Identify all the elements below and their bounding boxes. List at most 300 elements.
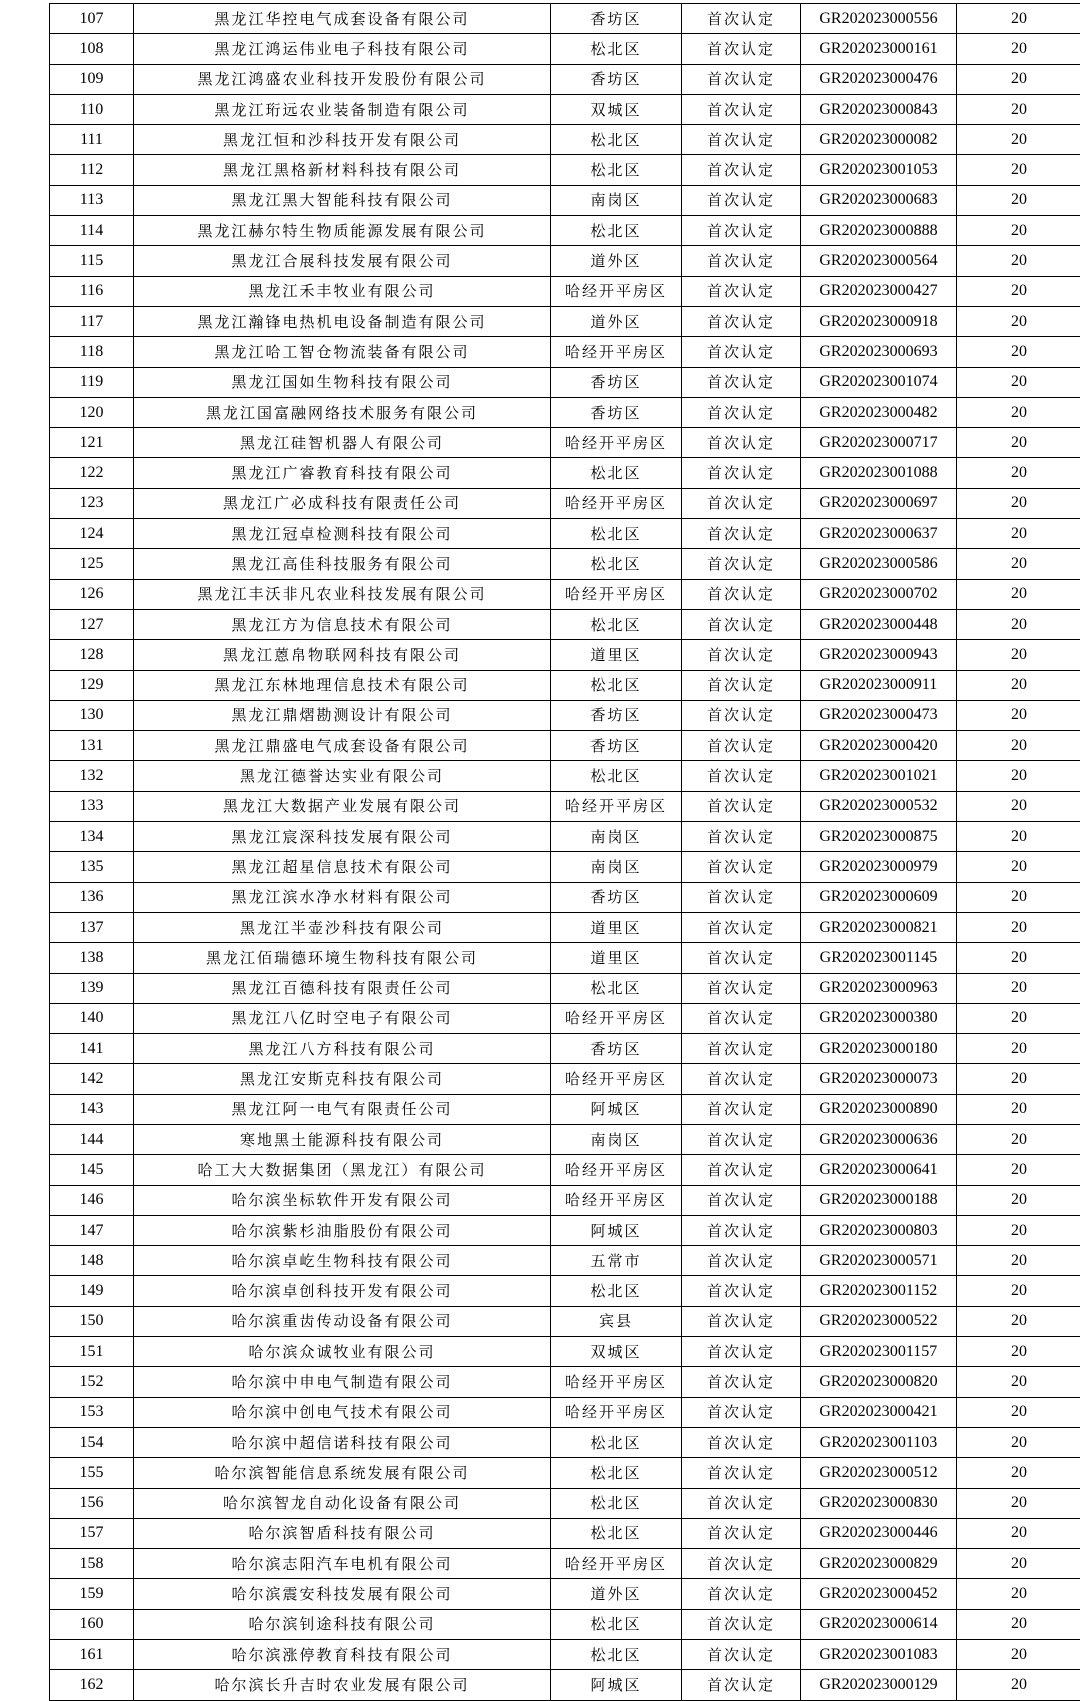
score: 20 [957, 1306, 1080, 1336]
certificate-number: GR202023000875 [801, 822, 957, 852]
certification-type: 首次认定 [682, 337, 801, 367]
row-number: 160 [50, 1609, 134, 1639]
district: 松北区 [551, 458, 682, 488]
certificate-number: GR202023000637 [801, 519, 957, 549]
table-row [50, 1367, 1080, 1397]
certificate-number: GR202023000420 [801, 731, 957, 761]
score: 20 [957, 397, 1080, 427]
certificate-number: GR202023000693 [801, 337, 957, 367]
certification-type: 首次认定 [682, 428, 801, 458]
certification-type: 首次认定 [682, 1276, 801, 1306]
district: 松北区 [551, 155, 682, 185]
district: 五常市 [551, 1246, 682, 1276]
table-row [50, 1306, 1080, 1336]
company-name: 哈尔滨震安科技发展有限公司 [134, 1579, 551, 1609]
company-name: 黑龙江广必成科技有限责任公司 [134, 488, 551, 518]
table-row [50, 1397, 1080, 1427]
certification-type: 首次认定 [682, 1549, 801, 1579]
row-number: 129 [50, 670, 134, 700]
company-name: 黑龙江安斯克科技有限公司 [134, 1064, 551, 1094]
company-name: 黑龙江鸿盛农业科技开发股份有限公司 [134, 64, 551, 94]
certification-type: 首次认定 [682, 458, 801, 488]
table-row [50, 1124, 1080, 1154]
company-name: 黑龙江珩远农业装备制造有限公司 [134, 94, 551, 124]
district: 松北区 [551, 125, 682, 155]
row-number: 156 [50, 1488, 134, 1518]
district: 松北区 [551, 34, 682, 64]
row-number: 140 [50, 1003, 134, 1033]
certificate-number: GR202023000683 [801, 185, 957, 215]
certification-type: 首次认定 [682, 519, 801, 549]
row-number: 108 [50, 34, 134, 64]
row-number: 114 [50, 216, 134, 246]
score: 20 [957, 1094, 1080, 1124]
company-name: 哈尔滨坐标软件开发有限公司 [134, 1185, 551, 1215]
score: 20 [957, 216, 1080, 246]
district: 香坊区 [551, 367, 682, 397]
score: 20 [957, 1064, 1080, 1094]
row-number: 153 [50, 1397, 134, 1427]
score: 20 [957, 1640, 1080, 1670]
table-row [50, 367, 1080, 397]
district: 哈经开平房区 [551, 1549, 682, 1579]
score: 20 [957, 822, 1080, 852]
company-name: 哈尔滨钊途科技有限公司 [134, 1609, 551, 1639]
score: 20 [957, 670, 1080, 700]
district: 道里区 [551, 943, 682, 973]
row-number: 109 [50, 64, 134, 94]
row-number: 107 [50, 4, 134, 34]
company-name: 黑龙江鸿运伟业电子科技有限公司 [134, 34, 551, 64]
row-number: 128 [50, 640, 134, 670]
certification-type: 首次认定 [682, 973, 801, 1003]
certificate-number: GR202023000821 [801, 912, 957, 942]
row-number: 125 [50, 549, 134, 579]
company-name: 哈尔滨智盾科技有限公司 [134, 1518, 551, 1548]
row-number: 158 [50, 1549, 134, 1579]
company-name: 哈工大大数据集团（黑龙江）有限公司 [134, 1155, 551, 1185]
score: 20 [957, 367, 1080, 397]
company-name: 黑龙江八亿时空电子有限公司 [134, 1003, 551, 1033]
certificate-number: GR202023000702 [801, 579, 957, 609]
row-number: 121 [50, 428, 134, 458]
row-number: 148 [50, 1246, 134, 1276]
district: 哈经开平房区 [551, 276, 682, 306]
table-row [50, 1640, 1080, 1670]
certificate-number: GR202023000586 [801, 549, 957, 579]
district: 哈经开平房区 [551, 488, 682, 518]
score: 20 [957, 64, 1080, 94]
row-number: 116 [50, 276, 134, 306]
company-name: 哈尔滨重齿传动设备有限公司 [134, 1306, 551, 1336]
district: 松北区 [551, 670, 682, 700]
district: 双城区 [551, 1337, 682, 1367]
company-name: 黑龙江鼎盛电气成套设备有限公司 [134, 731, 551, 761]
score: 20 [957, 882, 1080, 912]
table-body [50, 4, 1080, 1701]
district: 香坊区 [551, 4, 682, 34]
company-name: 黑龙江高佳科技服务有限公司 [134, 549, 551, 579]
table-row [50, 458, 1080, 488]
row-number: 123 [50, 488, 134, 518]
company-name: 黑龙江大数据产业发展有限公司 [134, 791, 551, 821]
table-row [50, 1337, 1080, 1367]
certificate-number: GR202023000421 [801, 1397, 957, 1427]
row-number: 126 [50, 579, 134, 609]
certification-type: 首次认定 [682, 670, 801, 700]
certification-type: 首次认定 [682, 1427, 801, 1457]
certificate-number: GR202023000609 [801, 882, 957, 912]
certification-type: 首次认定 [682, 761, 801, 791]
table-row [50, 216, 1080, 246]
score: 20 [957, 852, 1080, 882]
table-row [50, 700, 1080, 730]
certificate-number: GR202023000963 [801, 973, 957, 1003]
table-row [50, 1488, 1080, 1518]
score: 20 [957, 1549, 1080, 1579]
certificate-number: GR202023000161 [801, 34, 957, 64]
district: 松北区 [551, 1427, 682, 1457]
district: 松北区 [551, 549, 682, 579]
district: 香坊区 [551, 397, 682, 427]
certification-type: 首次认定 [682, 700, 801, 730]
company-name: 黑龙江鼎熠勘测设计有限公司 [134, 700, 551, 730]
company-name: 黑龙江国富融网络技术服务有限公司 [134, 397, 551, 427]
district: 道里区 [551, 640, 682, 670]
district: 道里区 [551, 912, 682, 942]
district: 双城区 [551, 94, 682, 124]
table-row [50, 276, 1080, 306]
district: 阿城区 [551, 1215, 682, 1245]
certificate-number: GR202023000073 [801, 1064, 957, 1094]
table-row [50, 4, 1080, 34]
certification-type: 首次认定 [682, 609, 801, 639]
certification-type: 首次认定 [682, 943, 801, 973]
table-row [50, 1003, 1080, 1033]
district: 香坊区 [551, 731, 682, 761]
certification-type: 首次认定 [682, 791, 801, 821]
score: 20 [957, 337, 1080, 367]
table-row [50, 1215, 1080, 1245]
score: 20 [957, 912, 1080, 942]
row-number: 142 [50, 1064, 134, 1094]
certificate-number: GR202023000556 [801, 4, 957, 34]
company-name: 黑龙江禾丰牧业有限公司 [134, 276, 551, 306]
company-name: 黑龙江恒和沙科技开发有限公司 [134, 125, 551, 155]
table-row [50, 822, 1080, 852]
certificate-number: GR202023000446 [801, 1518, 957, 1548]
district: 香坊区 [551, 882, 682, 912]
table-row [50, 306, 1080, 336]
score: 20 [957, 488, 1080, 518]
score: 20 [957, 640, 1080, 670]
company-name: 黑龙江半壶沙科技有限公司 [134, 912, 551, 942]
row-number: 133 [50, 791, 134, 821]
certification-type: 首次认定 [682, 1518, 801, 1548]
certification-type: 首次认定 [682, 1609, 801, 1639]
company-name: 黑龙江黑大智能科技有限公司 [134, 185, 551, 215]
score: 20 [957, 1488, 1080, 1518]
table-row [50, 1034, 1080, 1064]
table-row [50, 579, 1080, 609]
company-name: 哈尔滨长升吉时农业发展有限公司 [134, 1670, 551, 1700]
row-number: 154 [50, 1427, 134, 1457]
certificate-number: GR202023000820 [801, 1367, 957, 1397]
company-name: 哈尔滨中创电气技术有限公司 [134, 1397, 551, 1427]
certification-type: 首次认定 [682, 1306, 801, 1336]
company-name: 黑龙江蒽帛物联网科技有限公司 [134, 640, 551, 670]
certificate-number: GR202023000180 [801, 1034, 957, 1064]
table-row [50, 185, 1080, 215]
certificate-number: GR202023001021 [801, 761, 957, 791]
certification-type: 首次认定 [682, 125, 801, 155]
score: 20 [957, 519, 1080, 549]
certification-type: 首次认定 [682, 640, 801, 670]
score: 20 [957, 34, 1080, 64]
company-name: 黑龙江华控电气成套设备有限公司 [134, 4, 551, 34]
certification-type: 首次认定 [682, 549, 801, 579]
company-name: 黑龙江滨水净水材料有限公司 [134, 882, 551, 912]
score: 20 [957, 1246, 1080, 1276]
table-row [50, 64, 1080, 94]
certification-type: 首次认定 [682, 276, 801, 306]
certification-type: 首次认定 [682, 1185, 801, 1215]
certification-type: 首次认定 [682, 367, 801, 397]
row-number: 141 [50, 1034, 134, 1064]
certification-type: 首次认定 [682, 1064, 801, 1094]
table-row [50, 428, 1080, 458]
district: 松北区 [551, 1488, 682, 1518]
score: 20 [957, 1518, 1080, 1548]
row-number: 136 [50, 882, 134, 912]
company-name: 哈尔滨卓屹生物科技有限公司 [134, 1246, 551, 1276]
row-number: 143 [50, 1094, 134, 1124]
row-number: 135 [50, 852, 134, 882]
district: 松北区 [551, 216, 682, 246]
score: 20 [957, 306, 1080, 336]
district: 香坊区 [551, 64, 682, 94]
certificate-number: GR202023000129 [801, 1670, 957, 1700]
score: 20 [957, 1185, 1080, 1215]
district: 松北区 [551, 1640, 682, 1670]
table-row [50, 1427, 1080, 1457]
company-name: 寒地黑土能源科技有限公司 [134, 1124, 551, 1154]
score: 20 [957, 125, 1080, 155]
district: 哈经开平房区 [551, 428, 682, 458]
table-row [50, 1155, 1080, 1185]
certificate-number: GR202023001157 [801, 1337, 957, 1367]
score: 20 [957, 458, 1080, 488]
certificate-number: GR202023000522 [801, 1306, 957, 1336]
certification-type: 首次认定 [682, 912, 801, 942]
row-number: 159 [50, 1579, 134, 1609]
district: 松北区 [551, 761, 682, 791]
row-number: 130 [50, 700, 134, 730]
certificate-number: GR202023000641 [801, 1155, 957, 1185]
row-number: 110 [50, 94, 134, 124]
certificate-number: GR202023000697 [801, 488, 957, 518]
row-number: 151 [50, 1337, 134, 1367]
district: 道外区 [551, 1579, 682, 1609]
district: 香坊区 [551, 1034, 682, 1064]
table-row [50, 1094, 1080, 1124]
table-row [50, 337, 1080, 367]
company-name: 黑龙江瀚锋电热机电设备制造有限公司 [134, 306, 551, 336]
row-number: 139 [50, 973, 134, 1003]
certificate-number: GR202023000188 [801, 1185, 957, 1215]
certificate-number: GR202023000911 [801, 670, 957, 700]
district: 松北区 [551, 519, 682, 549]
company-name: 黑龙江德誉达实业有限公司 [134, 761, 551, 791]
company-name: 黑龙江东林地理信息技术有限公司 [134, 670, 551, 700]
company-name: 黑龙江八方科技有限公司 [134, 1034, 551, 1064]
row-number: 118 [50, 337, 134, 367]
district: 哈经开平房区 [551, 1397, 682, 1427]
district: 宾县 [551, 1306, 682, 1336]
table-row [50, 94, 1080, 124]
certificate-number: GR202023000830 [801, 1488, 957, 1518]
table-row [50, 943, 1080, 973]
table-row [50, 761, 1080, 791]
table-row [50, 397, 1080, 427]
certificate-number: GR202023000448 [801, 609, 957, 639]
table-row [50, 1064, 1080, 1094]
row-number: 111 [50, 125, 134, 155]
row-number: 157 [50, 1518, 134, 1548]
row-number: 145 [50, 1155, 134, 1185]
score: 20 [957, 943, 1080, 973]
certification-type: 首次认定 [682, 94, 801, 124]
certificate-number: GR202023000427 [801, 276, 957, 306]
table-row [50, 1246, 1080, 1276]
company-name: 黑龙江冠卓检测科技有限公司 [134, 519, 551, 549]
table-row [50, 155, 1080, 185]
certificate-number: GR202023000890 [801, 1094, 957, 1124]
row-number: 146 [50, 1185, 134, 1215]
certificate-number: GR202023000829 [801, 1549, 957, 1579]
district: 松北区 [551, 609, 682, 639]
certification-type: 首次认定 [682, 4, 801, 34]
district: 道外区 [551, 306, 682, 336]
district: 南岗区 [551, 185, 682, 215]
company-name: 哈尔滨紫杉油脂股份有限公司 [134, 1215, 551, 1245]
district: 松北区 [551, 973, 682, 1003]
company-name: 黑龙江国如生物科技有限公司 [134, 367, 551, 397]
row-number: 124 [50, 519, 134, 549]
table-row [50, 791, 1080, 821]
table-row [50, 1276, 1080, 1306]
district: 哈经开平房区 [551, 1185, 682, 1215]
district: 南岗区 [551, 822, 682, 852]
district: 阿城区 [551, 1670, 682, 1700]
table-row [50, 246, 1080, 276]
certification-type: 首次认定 [682, 1488, 801, 1518]
company-name: 黑龙江丰沃非凡农业科技发展有限公司 [134, 579, 551, 609]
district: 松北区 [551, 1518, 682, 1548]
table-row [50, 1670, 1080, 1700]
certificate-number: GR202023000943 [801, 640, 957, 670]
company-name: 黑龙江哈工智仓物流装备有限公司 [134, 337, 551, 367]
certification-type: 首次认定 [682, 1579, 801, 1609]
row-number: 112 [50, 155, 134, 185]
certificate-number: GR202023000636 [801, 1124, 957, 1154]
company-name: 黑龙江赫尔特生物质能源发展有限公司 [134, 216, 551, 246]
row-number: 147 [50, 1215, 134, 1245]
certification-type: 首次认定 [682, 579, 801, 609]
company-name: 哈尔滨智龙自动化设备有限公司 [134, 1488, 551, 1518]
district: 松北区 [551, 1609, 682, 1639]
certification-type: 首次认定 [682, 1215, 801, 1245]
certificate-number: GR202023000803 [801, 1215, 957, 1245]
score: 20 [957, 1609, 1080, 1639]
row-number: 162 [50, 1670, 134, 1700]
certificate-number: GR202023001103 [801, 1427, 957, 1457]
certificate-number: GR202023000476 [801, 64, 957, 94]
certificate-number: GR202023001145 [801, 943, 957, 973]
certificate-number: GR202023001152 [801, 1276, 957, 1306]
score: 20 [957, 1034, 1080, 1064]
score: 20 [957, 276, 1080, 306]
score: 20 [957, 549, 1080, 579]
company-name: 哈尔滨卓创科技开发有限公司 [134, 1276, 551, 1306]
certificate-number: GR202023000888 [801, 216, 957, 246]
table-row [50, 519, 1080, 549]
district: 南岗区 [551, 852, 682, 882]
table-row [50, 882, 1080, 912]
certification-type: 首次认定 [682, 216, 801, 246]
enterprise-table [49, 3, 1080, 1701]
certification-type: 首次认定 [682, 852, 801, 882]
company-name: 哈尔滨众诚牧业有限公司 [134, 1337, 551, 1367]
row-number: 152 [50, 1367, 134, 1397]
certificate-number: GR202023001053 [801, 155, 957, 185]
certificate-number: GR202023000473 [801, 700, 957, 730]
row-number: 120 [50, 397, 134, 427]
table-row [50, 1185, 1080, 1215]
certificate-number: GR202023001074 [801, 367, 957, 397]
score: 20 [957, 1276, 1080, 1306]
company-name: 黑龙江合展科技发展有限公司 [134, 246, 551, 276]
company-name: 黑龙江阿一电气有限责任公司 [134, 1094, 551, 1124]
company-name: 黑龙江广睿教育科技有限公司 [134, 458, 551, 488]
certificate-number: GR202023000512 [801, 1458, 957, 1488]
score: 20 [957, 761, 1080, 791]
score: 20 [957, 155, 1080, 185]
score: 20 [957, 1367, 1080, 1397]
table-row [50, 640, 1080, 670]
row-number: 117 [50, 306, 134, 336]
company-name: 哈尔滨涨停教育科技有限公司 [134, 1640, 551, 1670]
certificate-number: GR202023000717 [801, 428, 957, 458]
district: 南岗区 [551, 1124, 682, 1154]
certificate-number: GR202023000380 [801, 1003, 957, 1033]
table-row [50, 1549, 1080, 1579]
certification-type: 首次认定 [682, 488, 801, 518]
certification-type: 首次认定 [682, 1094, 801, 1124]
table-row [50, 670, 1080, 700]
certification-type: 首次认定 [682, 731, 801, 761]
table-row [50, 1579, 1080, 1609]
row-number: 134 [50, 822, 134, 852]
certification-type: 首次认定 [682, 397, 801, 427]
certification-type: 首次认定 [682, 882, 801, 912]
certification-type: 首次认定 [682, 306, 801, 336]
company-name: 哈尔滨志阳汽车电机有限公司 [134, 1549, 551, 1579]
certificate-number: GR202023000564 [801, 246, 957, 276]
table-row [50, 852, 1080, 882]
certification-type: 首次认定 [682, 1367, 801, 1397]
certification-type: 首次认定 [682, 1337, 801, 1367]
